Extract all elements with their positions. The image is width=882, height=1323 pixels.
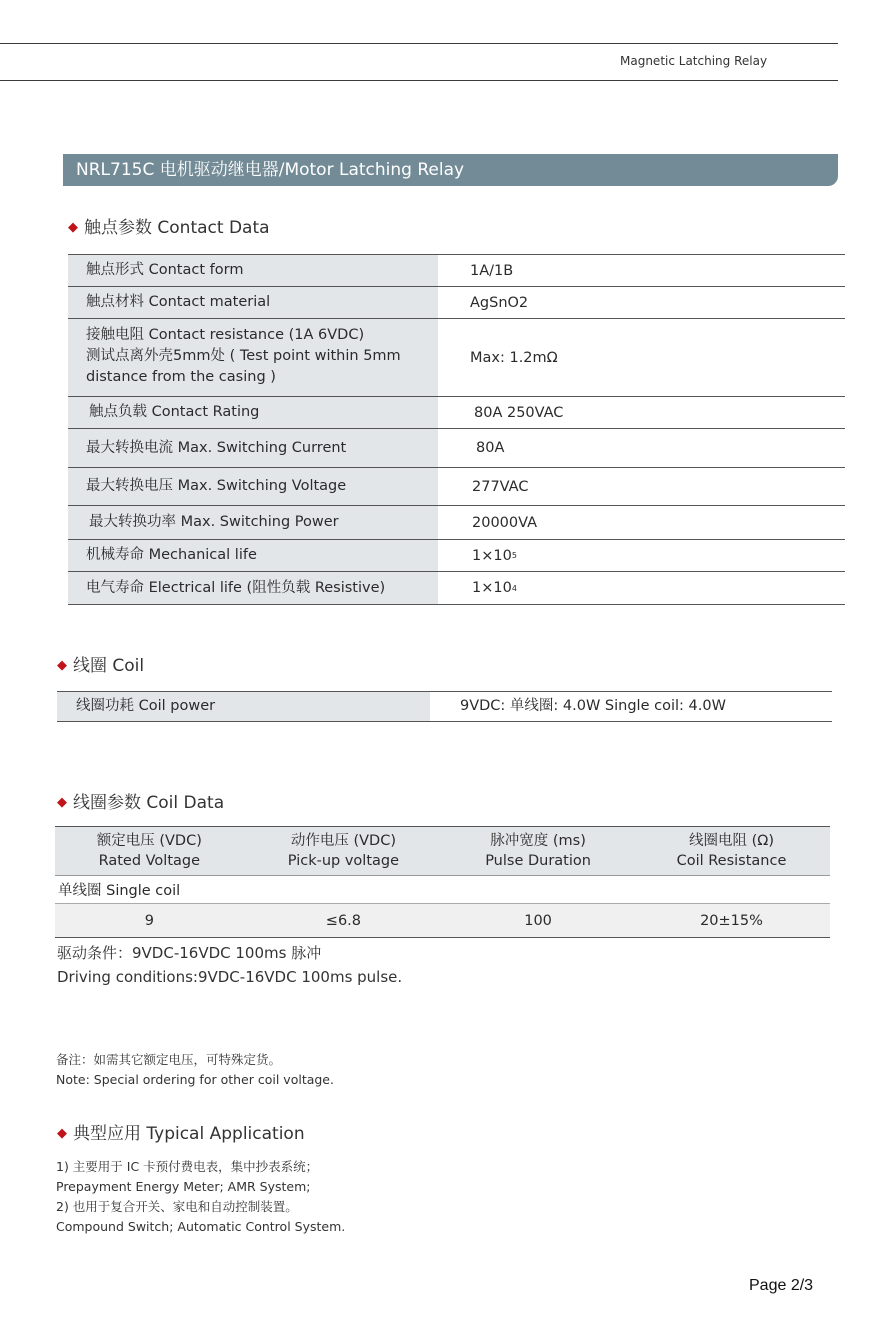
note-cn: 备注：如需其它额定电压，可特殊定货。	[56, 1052, 282, 1067]
pickup-voltage-value: ≤6.8	[244, 904, 444, 938]
row-label: 电气寿命 Electrical life (阻性负载 Resistive)	[68, 572, 438, 604]
row-value: 1A/1B	[470, 262, 514, 279]
note	[56, 1050, 334, 1090]
diamond-bullet-icon: ◆	[57, 658, 67, 673]
row-label: 最大转换电压 Max. Switching Voltage	[68, 468, 438, 505]
row-label: 触点形式 Contact form	[68, 255, 438, 286]
table-row	[68, 286, 845, 318]
row-value: 277VAC	[472, 478, 529, 495]
row-label-line: 接触电阻 Contact resistance (1A 6VDC)	[86, 327, 365, 343]
driving-conditions	[57, 941, 402, 989]
application-line: 1) 主要用于 IC 卡预付费电表，集中抄表系统；	[56, 1159, 319, 1174]
row-value	[438, 572, 845, 604]
rated-voltage-value: 9	[55, 904, 244, 938]
diamond-bullet-icon: ◆	[68, 220, 78, 235]
application-heading	[57, 1119, 305, 1144]
row-value: 80A 250VAC	[474, 404, 564, 421]
table-row	[68, 396, 845, 428]
row-value-exponent: 4	[511, 583, 517, 593]
row-value: Max: 1.2mΩ	[470, 349, 558, 366]
table-row	[68, 539, 845, 571]
coil-power-label: 线圈功耗 Coil power	[57, 692, 430, 721]
coil-data-table	[55, 826, 830, 938]
row-label: 最大转换电流 Max. Switching Current	[68, 429, 438, 467]
row-value-base: 1×10	[472, 547, 512, 564]
table-row	[55, 904, 830, 938]
table-row	[68, 428, 845, 467]
column-header: 额定电压 (VDC) Rated Voltage	[55, 827, 244, 876]
diamond-bullet-icon: ◆	[57, 795, 67, 810]
contact-data-table	[68, 254, 845, 605]
row-label-line: distance from the casing )	[86, 369, 276, 385]
row-label-multiline	[68, 319, 438, 396]
driving-conditions-en: Driving conditions:9VDC-16VDC 100ms pulse.	[57, 968, 403, 986]
coil-resistance-value: 20±15%	[633, 904, 830, 938]
column-header: 动作电压 (VDC) Pick-up voltage	[244, 827, 444, 876]
driving-conditions-cn: 驱动条件：9VDC-16VDC 100ms 脉冲	[57, 944, 322, 962]
contact-data-heading-text: 触点参数 Contact Data	[84, 218, 270, 238]
coil-heading	[57, 651, 144, 676]
row-value	[438, 540, 845, 571]
application-line: 2) 也用于复合开关、家电和自动控制装置。	[56, 1199, 298, 1214]
row-value-exponent: 5	[511, 551, 517, 560]
row-value: 20000VA	[472, 514, 538, 531]
contact-data-heading	[68, 213, 270, 238]
page-number: Page 2/3	[749, 1277, 814, 1294]
row-value-base: 1×10	[472, 580, 512, 596]
single-coil-label: 单线圈 Single coil	[55, 876, 830, 904]
header-label: Magnetic Latching Relay	[620, 54, 768, 68]
application-heading-text: 典型应用 Typical Application	[73, 1124, 305, 1144]
table-row	[68, 318, 845, 396]
row-value: AgSnO2	[470, 294, 529, 311]
row-label: 机械寿命 Mechanical life	[68, 540, 438, 571]
table-header-row	[55, 827, 830, 876]
header-top-rule	[0, 43, 838, 44]
table-row	[68, 571, 845, 605]
row-label-line: 测试点离外壳5mm处 ( Test point within 5mm	[86, 348, 401, 364]
row-label: 最大转换功率 Max. Switching Power	[68, 506, 438, 539]
header-bottom-rule	[0, 80, 838, 81]
application-list	[56, 1157, 345, 1237]
application-line: Prepayment Energy Meter; AMR System;	[56, 1179, 311, 1194]
table-subheader-row	[55, 876, 830, 904]
diamond-bullet-icon: ◆	[57, 1126, 67, 1141]
coil-power-value: 9VDC: 单线圈: 4.0W Single coil: 4.0W	[460, 698, 726, 714]
row-label: 触点负载 Contact Rating	[68, 397, 438, 428]
column-header: 脉冲宽度 (ms) Pulse Duration	[443, 827, 633, 876]
application-line: Compound Switch; Automatic Control System.	[56, 1219, 346, 1234]
table-row	[68, 467, 845, 505]
table-row	[68, 505, 845, 539]
coil-data-heading	[57, 788, 224, 813]
coil-data-heading-text: 线圈参数 Coil Data	[73, 793, 225, 813]
row-value: 80A	[476, 440, 505, 456]
table-row	[68, 254, 845, 286]
pulse-duration-value: 100	[443, 904, 633, 938]
column-header: 线圈电阻 (Ω) Coil Resistance	[633, 827, 830, 876]
note-en: Note: Special ordering for other coil voltage.	[56, 1072, 334, 1087]
row-label: 触点材料 Contact material	[68, 287, 438, 318]
coil-heading-text: 线圈 Coil	[73, 656, 145, 676]
coil-power-table	[57, 691, 832, 722]
product-title-bar: NRL715C 电机驱动继电器/Motor Latching Relay	[63, 154, 838, 186]
